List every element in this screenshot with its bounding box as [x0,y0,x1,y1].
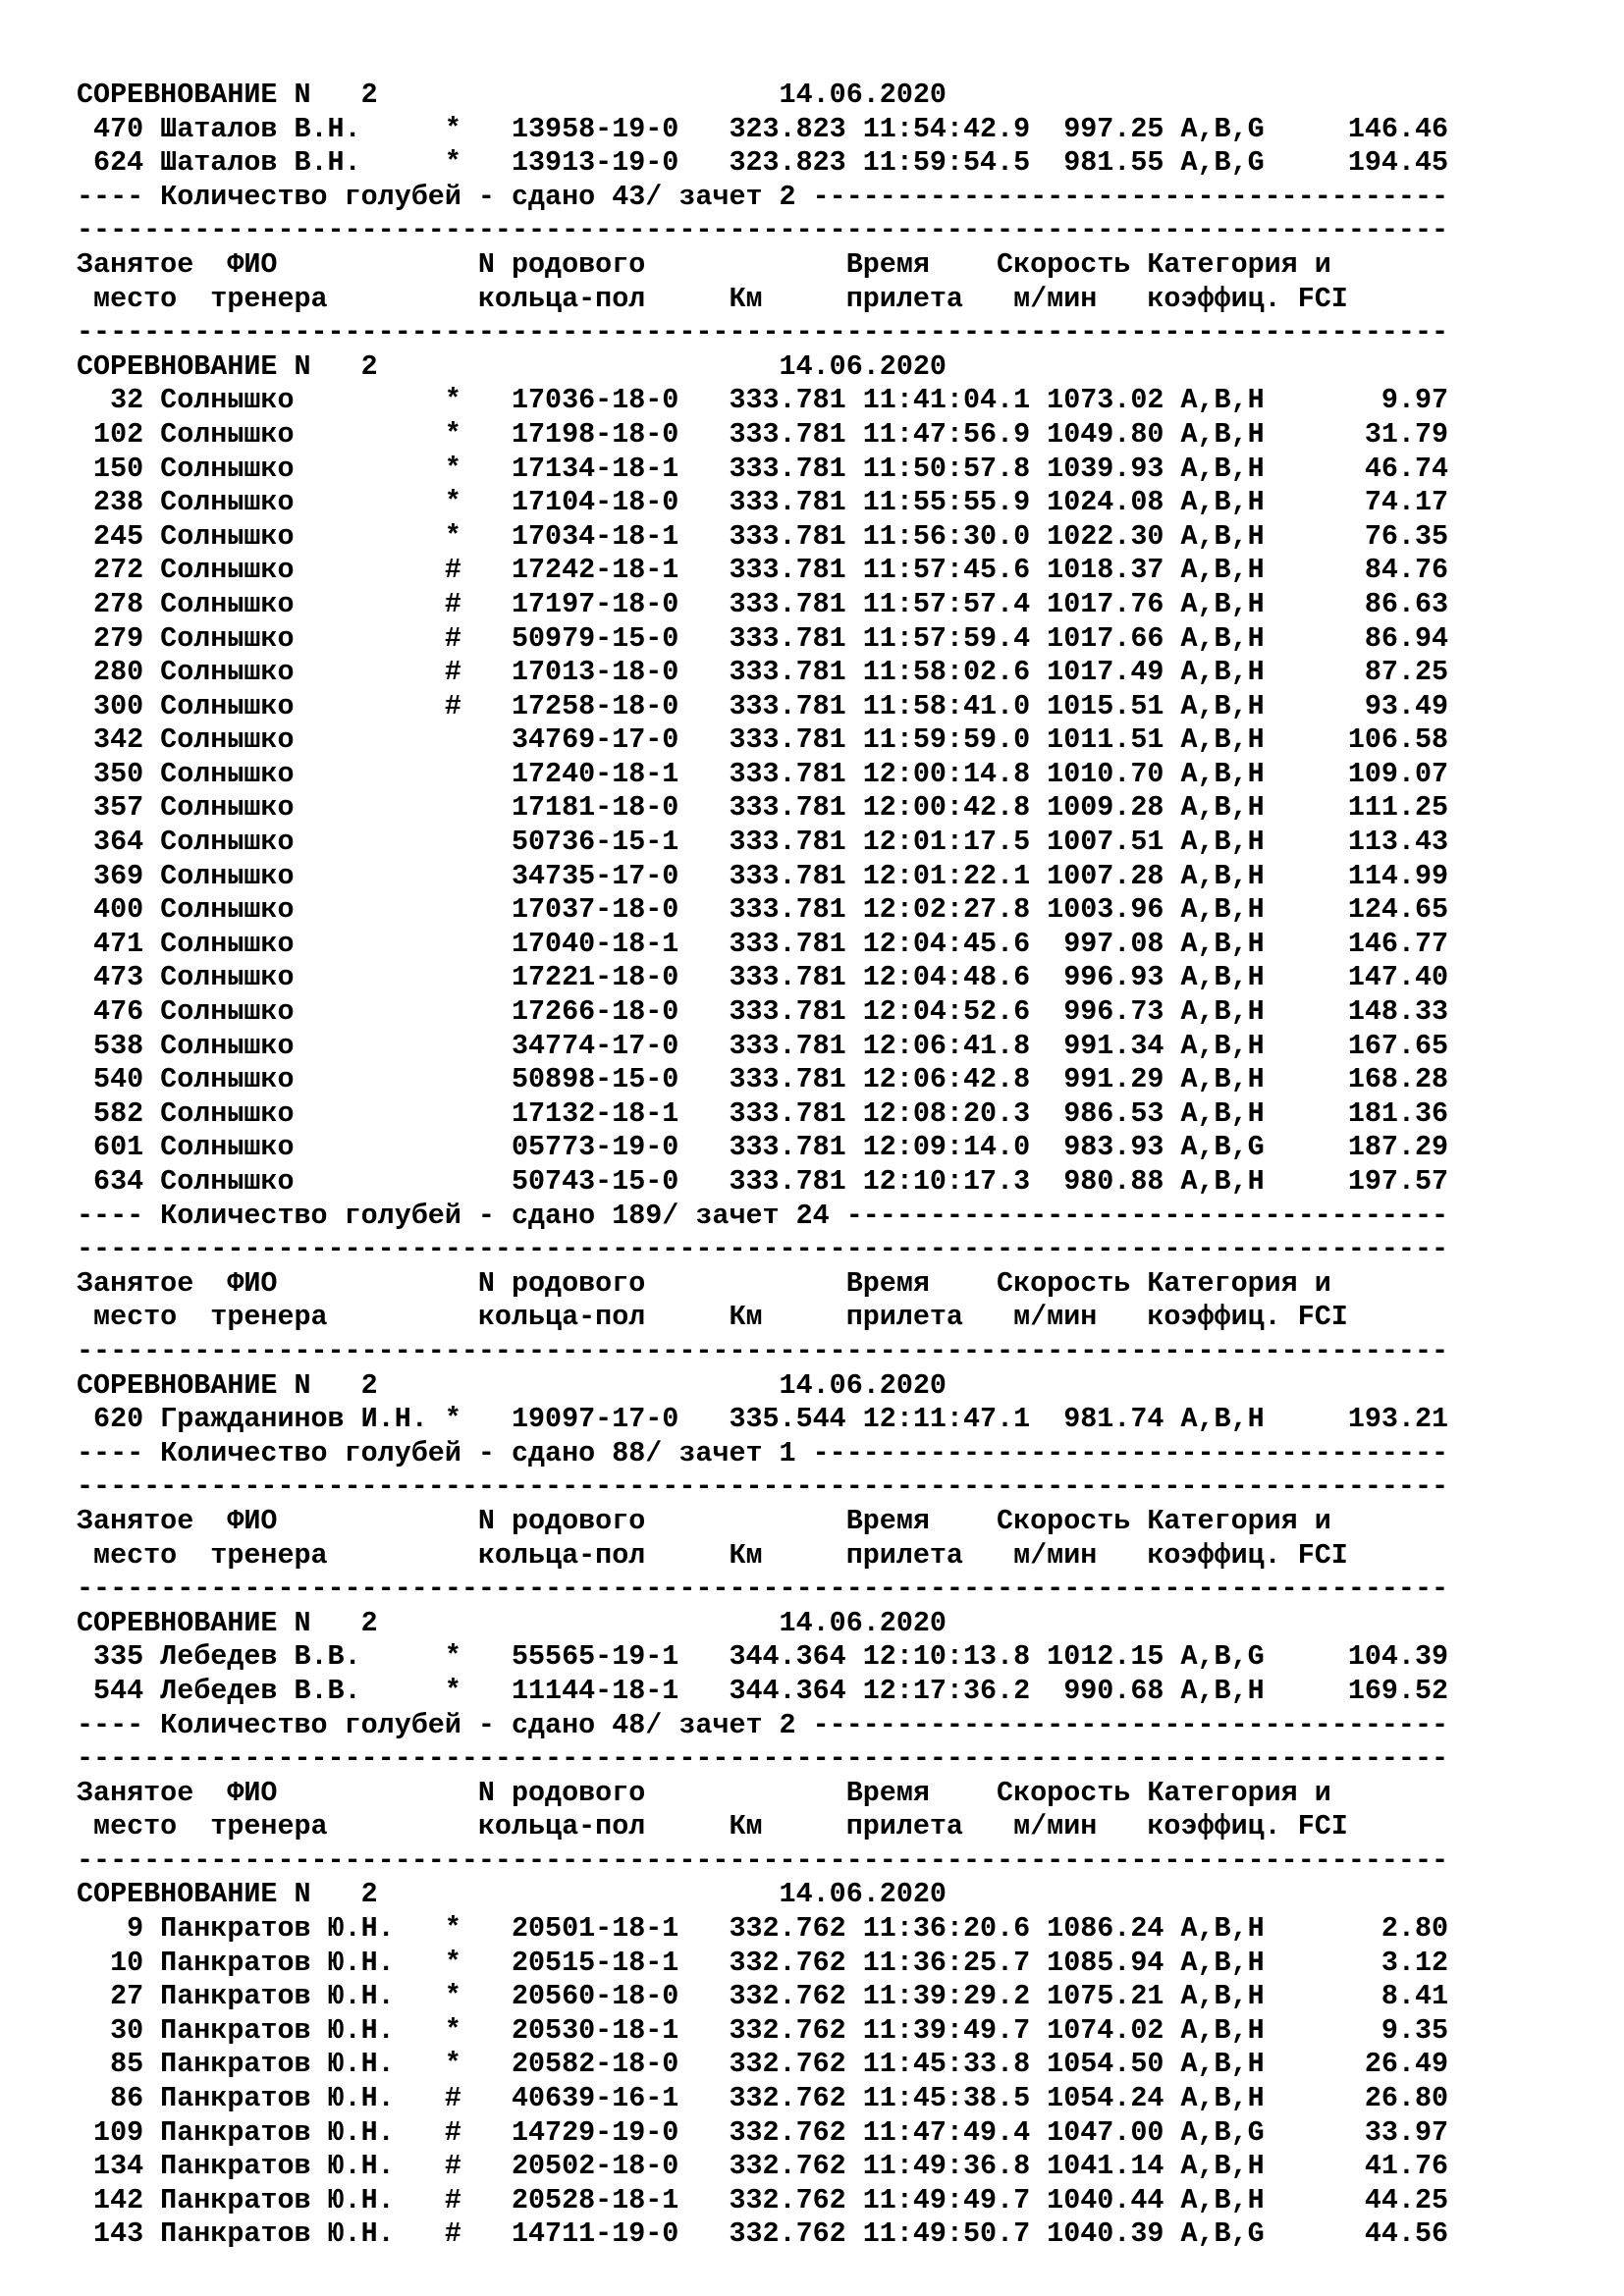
result-row: 102 Солнышко * 17198-18-0 333.781 11:47:56.9 1049.80 A,B,H 31.79 [77,417,1449,451]
result-row: 32 Солнышко * 17036-18-0 333.781 11:41:04.1 1073.02 A,B,H 9.97 [77,384,1449,417]
result-row: 150 Солнышко * 17134-18-1 333.781 11:50:57.8 1039.93 A,B,H 46.74 [77,452,1449,485]
result-row: 280 Солнышко # 17013-18-0 333.781 11:58:02.6 1017.49 A,B,H 87.25 [77,656,1449,689]
result-row: 473 Солнышко 17221-18-0 333.781 12:04:48.6 996.93 A,B,H 147.40 [77,961,1449,994]
result-row: 134 Панкратов Ю.Н. # 20502-18-0 332.762 11:49:36.8 1041.14 A,B,H 41.76 [77,2150,1449,2183]
result-row: 601 Солнышко 05773-19-0 333.781 12:09:14.0 983.93 A,B,G 187.29 [77,1131,1449,1164]
result-row: 400 Солнышко 17037-18-0 333.781 12:02:27.8 1003.96 A,B,H 124.65 [77,893,1449,927]
result-row: 30 Панкратов Ю.Н. * 20530-18-1 332.762 11:39:49.7 1074.02 A,B,H 9.35 [77,2013,1449,2047]
result-row: 364 Солнышко 50736-15-1 333.781 12:01:17.5 1007.51 A,B,H 113.43 [77,826,1449,859]
separator-line: ---------------------------------------------------------------------------------- [77,1742,1449,1776]
column-header: место тренера кольца-пол Км прилета м/мин коэффиц. FCI [77,282,1348,315]
pigeon-count-summary: ---- Количество голубей - сдано 43/ зачет 2 -------------------------------------- [77,180,1449,213]
separator-line: ---------------------------------------------------------------------------------- [77,316,1449,349]
competition-header: СОРЕВНОВАНИЕ N 2 14.06.2020 [77,1878,947,1911]
result-row: 300 Солнышко # 17258-18-0 333.781 11:58:41.0 1015.51 A,B,H 93.49 [77,689,1449,722]
result-row: 540 Солнышко 50898-15-0 333.781 12:06:42.8 991.29 A,B,H 168.28 [77,1063,1449,1096]
pigeon-count-summary: ---- Количество голубей - сдано 189/ зачет 24 ------------------------------------ [77,1199,1449,1232]
result-row: 86 Панкратов Ю.Н. # 40639-16-1 332.762 11:45:38.5 1054.24 A,B,H 26.80 [77,2082,1449,2115]
result-row: 10 Панкратов Ю.Н. * 20515-18-1 332.762 11:36:25.7 1085.94 A,B,H 3.12 [77,1946,1449,1979]
result-row: 470 Шаталов В.Н. * 13958-19-0 323.823 11:54:42.9 997.25 A,B,G 146.46 [77,112,1449,145]
column-header: место тренера кольца-пол Км прилета м/мин коэффиц. FCI [77,1538,1348,1572]
result-row: 335 Лебедев В.В. * 55565-19-1 344.364 12:10:13.8 1012.15 A,B,G 104.39 [77,1640,1449,1674]
result-row: 350 Солнышко 17240-18-1 333.781 12:00:14.8 1010.70 A,B,H 109.07 [77,757,1449,790]
results-printout [77,79,1448,2252]
result-row: 476 Солнышко 17266-18-0 333.781 12:04:52.6 996.73 A,B,H 148.33 [77,995,1449,1029]
competition-header: СОРЕВНОВАНИЕ N 2 14.06.2020 [77,349,947,383]
result-row: 27 Панкратов Ю.Н. * 20560-18-0 332.762 11:39:29.2 1075.21 A,B,H 8.41 [77,1980,1449,2013]
result-row: 342 Солнышко 34769-17-0 333.781 11:59:59.0 1011.51 A,B,H 106.58 [77,723,1449,757]
result-row: 369 Солнышко 34735-17-0 333.781 12:01:22.1 1007.28 A,B,H 114.99 [77,859,1449,892]
result-row: 143 Панкратов Ю.Н. # 14711-19-0 332.762 11:49:50.7 1040.39 A,B,G 44.56 [77,2217,1449,2251]
separator-line: ---------------------------------------------------------------------------------- [77,214,1449,247]
result-row: 620 Гражданинов И.Н. * 19097-17-0 335.544 12:11:47.1 981.74 A,B,H 193.21 [77,1403,1449,1436]
separator-line: ---------------------------------------------------------------------------------- [77,1470,1449,1504]
result-row: 238 Солнышко * 17104-18-0 333.781 11:55:55.9 1024.08 A,B,H 74.17 [77,486,1449,519]
pigeon-count-summary: ---- Количество голубей - сдано 48/ зачет 2 -------------------------------------- [77,1708,1449,1741]
separator-line: ---------------------------------------------------------------------------------- [77,1843,1449,1877]
competition-header: СОРЕВНОВАНИЕ N 2 14.06.2020 [77,79,947,111]
result-row: 142 Панкратов Ю.Н. # 20528-18-1 332.762 11:49:49.7 1040.44 A,B,H 44.25 [77,2183,1449,2216]
result-row: 538 Солнышко 34774-17-0 333.781 12:06:41.8 991.34 A,B,H 167.65 [77,1029,1449,1062]
pigeon-count-summary: ---- Количество голубей - сдано 88/ зачет 1 -------------------------------------- [77,1436,1449,1469]
column-header: Занятое ФИО N родового Время Скорость Категория и [77,1266,1331,1300]
result-row: 471 Солнышко 17040-18-1 333.781 12:04:45.6 997.08 A,B,H 146.77 [77,927,1449,960]
result-row: 544 Лебедев В.В. * 11144-18-1 344.364 12:17:36.2 990.68 A,B,H 169.52 [77,1674,1449,1707]
separator-line: ---------------------------------------------------------------------------------- [77,1573,1449,1606]
result-row: 85 Панкратов Ю.Н. * 20582-18-0 332.762 11:45:33.8 1054.50 A,B,H 26.49 [77,2048,1449,2081]
separator-line: ---------------------------------------------------------------------------------- [77,1334,1449,1367]
column-header: Занятое ФИО N родового Время Скорость Категория и [77,1776,1331,1809]
result-row: 624 Шаталов В.Н. * 13913-19-0 323.823 11:59:54.5 981.55 A,B,G 194.45 [77,146,1449,180]
result-row: 357 Солнышко 17181-18-0 333.781 12:00:42.8 1009.28 A,B,H 111.25 [77,791,1449,825]
result-row: 279 Солнышко # 50979-15-0 333.781 11:57:59.4 1017.66 A,B,H 86.94 [77,621,1449,655]
column-header: Занятое ФИО N родового Время Скорость Категория и [77,247,1331,281]
competition-header: СОРЕВНОВАНИЕ N 2 14.06.2020 [77,1606,947,1639]
column-header: Занятое ФИО N родового Время Скорость Категория и [77,1504,1331,1537]
competition-header: СОРЕВНОВАНИЕ N 2 14.06.2020 [77,1368,947,1402]
result-row: 9 Панкратов Ю.Н. * 20501-18-1 332.762 11:36:20.6 1086.24 A,B,H 2.80 [77,1912,1449,1946]
column-header: место тренера кольца-пол Км прилета м/мин коэффиц. FCI [77,1301,1348,1334]
result-row: 278 Солнышко # 17197-18-0 333.781 11:57:57.4 1017.76 A,B,H 86.63 [77,587,1449,620]
separator-line: ---------------------------------------------------------------------------------- [77,1233,1449,1266]
result-row: 634 Солнышко 50743-15-0 333.781 12:10:17.3 980.88 A,B,H 197.57 [77,1165,1449,1198]
result-row: 272 Солнышко # 17242-18-1 333.781 11:57:45.6 1018.37 A,B,H 84.76 [77,554,1449,587]
result-row: 245 Солнышко * 17034-18-1 333.781 11:56:30.0 1022.30 A,B,H 76.35 [77,519,1449,553]
result-row: 582 Солнышко 17132-18-1 333.781 12:08:20.3 986.53 A,B,H 181.36 [77,1096,1449,1130]
column-header: место тренера кольца-пол Км прилета м/мин коэффиц. FCI [77,1810,1348,1843]
result-row: 109 Панкратов Ю.Н. # 14729-19-0 332.762 11:47:49.4 1047.00 A,B,G 33.97 [77,2115,1449,2149]
